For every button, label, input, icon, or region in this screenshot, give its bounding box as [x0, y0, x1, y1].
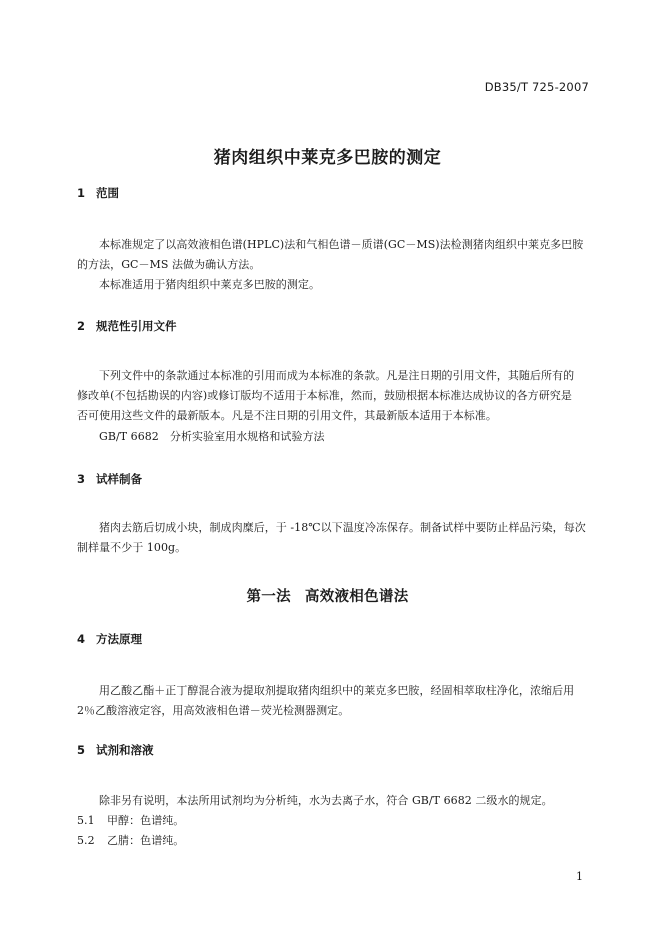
- reagent-item: [77, 832, 184, 848]
- section-5-number: 5: [77, 743, 86, 757]
- section-3-number: 3: [77, 472, 86, 486]
- page-number: 1: [576, 870, 583, 883]
- section-2-reference: GB/T 6682 分析实验室用水规格和试验方法: [99, 430, 325, 443]
- reagent-item-text: 乙腈：色谱纯。: [107, 834, 185, 847]
- section-1-para-2: 本标准适用于猪肉组织中莱克多巴胺的测定。: [99, 278, 320, 291]
- standard-code: DB35/T 725-2007: [484, 80, 589, 94]
- document-title: 猪肉组织中莱克多巴胺的测定: [213, 148, 442, 168]
- method-name: 高效液相色谱法: [304, 589, 409, 605]
- section-2-heading: [77, 318, 177, 334]
- section-1-number: 1: [77, 186, 86, 200]
- reagent-item-number: 5.2: [77, 834, 95, 847]
- section-4-para-line-2: 2％乙酸溶液定容，用高效液相色谱－荧光检测器测定。: [77, 704, 350, 717]
- section-2-title: 规范性引用文件: [96, 319, 177, 333]
- section-5-title: 试剂和溶液: [96, 743, 154, 757]
- section-3-heading: [77, 471, 142, 487]
- reagent-item-number: 5.1: [77, 814, 95, 827]
- section-1-para-1-line-2: 的方法，GC－MS 法做为确认方法。: [77, 258, 261, 271]
- method-heading: [0, 585, 655, 606]
- section-2-para-line-1: 下列文件中的条款通过本标准的引用而成为本标准的条款。凡是注日期的引用文件，其随后所有的: [99, 369, 575, 382]
- reagent-item-text: 甲醇：色谱纯。: [107, 814, 185, 827]
- section-3-para-line-2: 制样量不少于 100g。: [77, 541, 187, 554]
- section-2-para-line-3: 否可使用这些文件的最新版本。凡是不注日期的引用文件，其最新版本适用于本标准。: [77, 409, 497, 422]
- section-1-heading: [77, 185, 119, 201]
- section-2-para-line-2: 修改单(不包括勘误的内容)或修订版均不适用于本标准，然而，鼓励根据本标准达成协议的各方研究是: [77, 389, 572, 402]
- section-5-heading: [77, 742, 154, 758]
- section-1-para-1-line-1: 本标准规定了以高效液相色谱(HPLC)法和气相色谱－质谱(GC－MS)法检测猪肉组织中莱克多巴胺: [99, 238, 584, 251]
- section-4-title: 方法原理: [96, 632, 142, 646]
- section-4-heading: [77, 631, 142, 647]
- section-1-title: 范围: [96, 186, 119, 200]
- section-5-para: 除非另有说明，本法所用试剂均为分析纯，水为去离子水，符合 GB/T 6682 二级水的规定。: [99, 794, 553, 807]
- section-3-title: 试样制备: [96, 472, 142, 486]
- section-4-number: 4: [77, 632, 86, 646]
- reagent-item: [77, 812, 184, 828]
- section-4-para-line-1: 用乙酸乙酯＋正丁醇混合液为提取剂提取猪肉组织中的莱克多巴胺，经固相萃取柱净化，浓缩后用: [99, 684, 575, 697]
- section-2-number: 2: [77, 319, 86, 333]
- method-part: 第一法: [246, 589, 291, 605]
- section-3-para-line-1: 猪肉去筋后切成小块，制成肉糜后，于 -18℃以下温度冷冻保存。制备试样中要防止样品污染，每次: [99, 521, 586, 534]
